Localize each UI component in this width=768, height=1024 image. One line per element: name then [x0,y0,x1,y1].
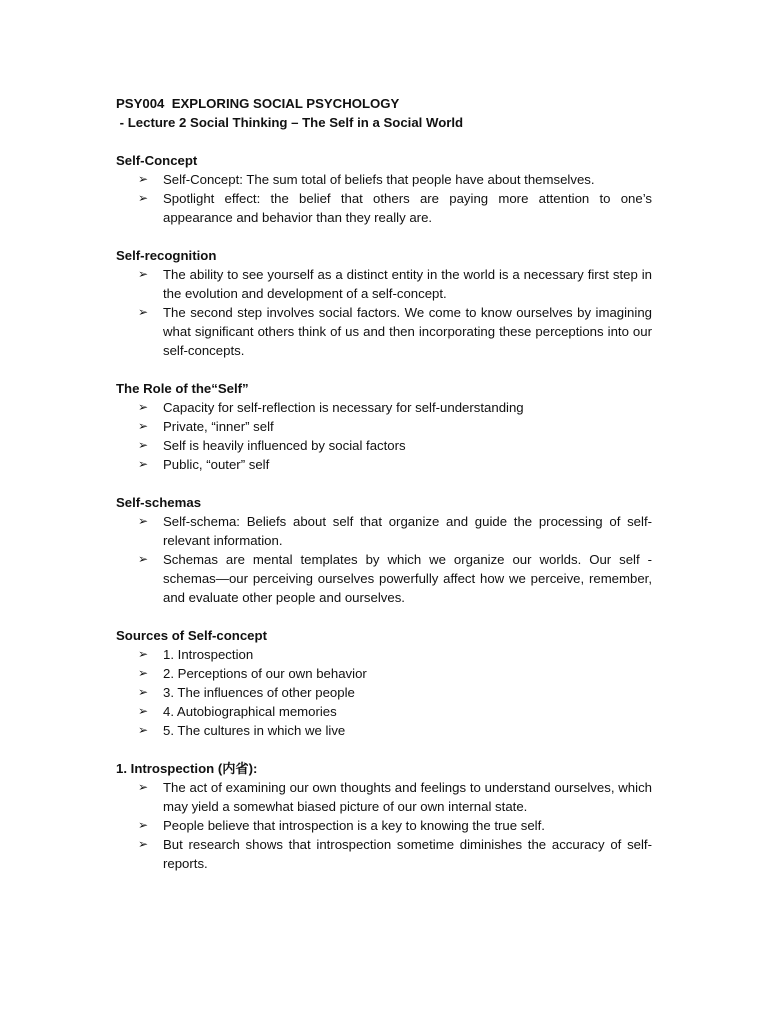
section-heading: Self-recognition [116,248,217,263]
arrow-bullet-icon: ➢ [138,419,149,433]
arrow-bullet-icon: ➢ [138,685,149,699]
bullet-item [116,455,652,474]
bullet-text: Schemas are mental templates by which we organize our worlds. Our self - schemas—our perceiving ourselves powerfully affect how we perceive, remember, and evaluate other people and ourselves. [163,552,652,605]
bullet-text: Spotlight effect: the belief that others are paying more attention to one’s appearance and behavior than they really are. [163,191,652,225]
bullet-text: The act of examining our own thoughts and feelings to understand ourselves, which may yield a somewhat biased picture of our own internal state. [163,780,652,814]
bullet-list [116,778,652,873]
section-heading: Sources of Self-concept [116,628,267,643]
arrow-bullet-icon: ➢ [138,172,149,186]
document-title [116,94,652,132]
arrow-bullet-icon: ➢ [138,514,149,528]
bullet-text: The second step involves social factors. We come to know ourselves by imagining what significant others think of us and then incorporating these perceptions into our self-concepts. [163,305,652,358]
bullet-text: Capacity for self-reflection is necessary for self-understanding [163,400,524,415]
bullet-item [116,265,652,303]
bullet-text: 5. The cultures in which we live [163,723,346,738]
bullet-text: 1. Introspection [163,647,254,662]
arrow-bullet-icon: ➢ [138,647,149,661]
arrow-bullet-icon: ➢ [138,267,149,281]
bullet-text: Self is heavily influenced by social factors [163,438,406,453]
document-page [116,94,652,892]
arrow-bullet-icon: ➢ [138,438,149,452]
arrow-bullet-icon: ➢ [138,305,149,319]
bullet-text: Self-Concept: The sum total of beliefs that people have about themselves. [163,172,595,187]
bullet-item [116,778,652,816]
bullet-item [116,436,652,455]
bullet-item [116,683,652,702]
bullet-item [116,645,652,664]
bullet-text: But research shows that introspection sometime diminishes the accuracy of self-reports. [163,837,652,871]
bullet-item [116,398,652,417]
bullet-item [116,417,652,436]
section-heading: Self-schemas [116,495,202,510]
bullet-item [116,702,652,721]
section-self-recognition [116,246,652,360]
arrow-bullet-icon: ➢ [138,780,149,794]
bullet-text: 3. The influences of other people [163,685,355,700]
section-heading: 1. Introspection (内省): [116,761,258,776]
bullet-text: Self-schema: Beliefs about self that organize and guide the processing of self-relevant information. [163,514,652,548]
bullet-item [116,816,652,835]
section-self-schemas [116,493,652,607]
section-role-of-self [116,379,652,474]
arrow-bullet-icon: ➢ [138,723,149,737]
bullet-item [116,664,652,683]
arrow-bullet-icon: ➢ [138,191,149,205]
section-self-concept [116,151,652,227]
bullet-item [116,550,652,607]
bullet-text: 4. Autobiographical memories [163,704,337,719]
section-sources-of-self-concept [116,626,652,740]
section-introspection [116,759,652,873]
section-heading: Self-Concept [116,153,198,168]
arrow-bullet-icon: ➢ [138,837,149,851]
bullet-item [116,189,652,227]
arrow-bullet-icon: ➢ [138,666,149,680]
bullet-list [116,398,652,474]
bullet-list [116,512,652,607]
arrow-bullet-icon: ➢ [138,457,149,471]
arrow-bullet-icon: ➢ [138,400,149,414]
lecture-title: - Lecture 2 Social Thinking – The Self in a Social World [116,115,464,130]
bullet-list [116,645,652,740]
section-heading: The Role of the“Self” [116,381,249,396]
bullet-text: Public, “outer” self [163,457,270,472]
bullet-item [116,835,652,873]
bullet-item [116,303,652,360]
bullet-text: People believe that introspection is a key to knowing the true self. [163,818,545,833]
bullet-text: 2. Perceptions of our own behavior [163,666,367,681]
bullet-item [116,512,652,550]
bullet-text: The ability to see yourself as a distinct entity in the world is a necessary first step in the evolution and development of a self-concept. [163,267,652,301]
bullet-text: Private, “inner” self [163,419,274,434]
arrow-bullet-icon: ➢ [138,552,149,566]
bullet-item [116,170,652,189]
bullet-list [116,265,652,360]
bullet-list [116,170,652,227]
course-title: PSY004 EXPLORING SOCIAL PSYCHOLOGY [116,96,400,111]
arrow-bullet-icon: ➢ [138,818,149,832]
bullet-item [116,721,652,740]
arrow-bullet-icon: ➢ [138,704,149,718]
